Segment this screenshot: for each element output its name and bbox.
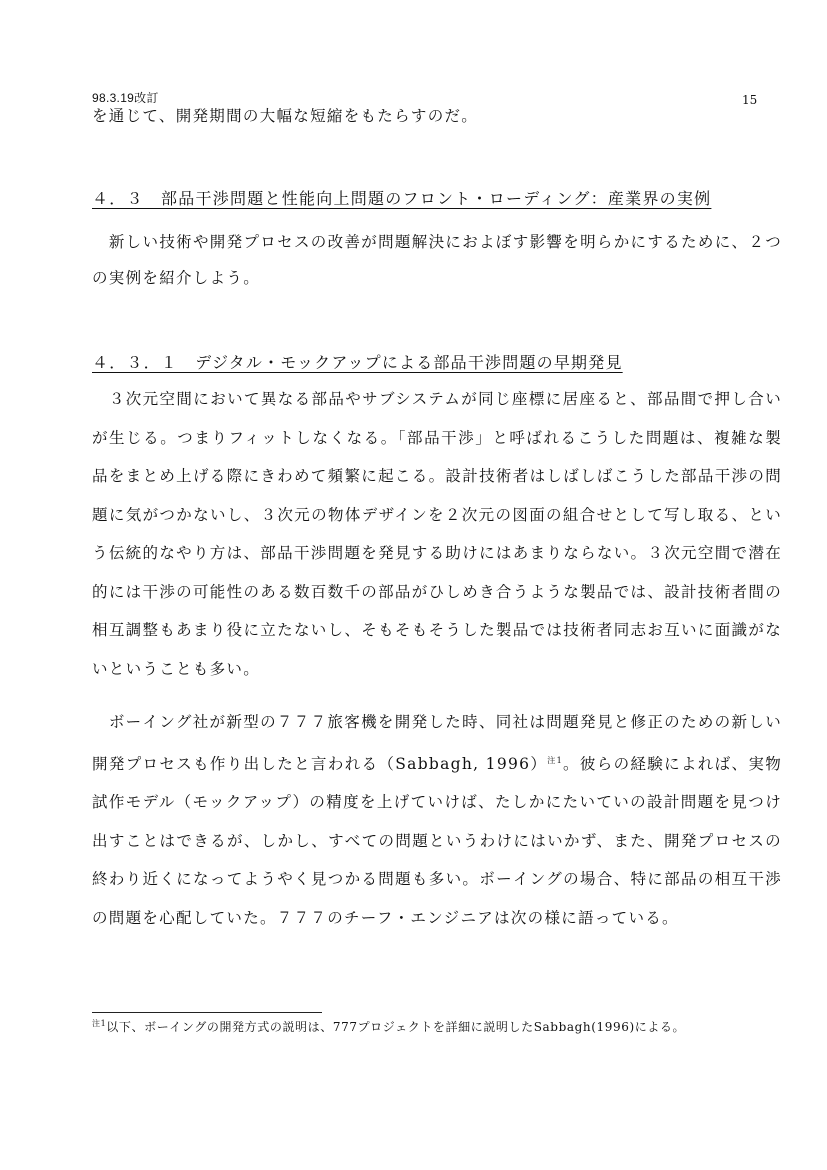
- paragraph-2-part-1: ボーイング社が新型の７７７旅客機を開発した時、同社は問題発見と修正のための新しい開発プロセスも作り出したと言われる（Sabbagh, 1996）: [92, 713, 782, 773]
- subsection-heading: ４．３．１ デジタル・モックアップによる部品干渉問題の早期発見: [92, 353, 623, 372]
- revision-date: 98.3.19改訂: [92, 91, 159, 105]
- footnote-reference[interactable]: 注1: [547, 755, 563, 765]
- body-paragraph-2-text: [92, 703, 782, 937]
- section-heading: ４．３ 部品干渉問題と性能向上問題のフロント・ローディング：産業界の実例: [92, 189, 712, 208]
- footnote-text: 以下、ボーイングの開発方式の説明は、777プロジェクトを詳細に説明したSabbagh(1996)による。: [106, 1020, 686, 1034]
- section-intro: [92, 224, 782, 296]
- section-intro-text: 新しい技術や開発プロセスの改善が問題解決におよぼす影響を明らかにするために、２つの実例を紹介しよう。: [92, 233, 782, 287]
- page-number: 15: [742, 93, 758, 107]
- footnote-divider: [92, 1012, 322, 1013]
- paragraph-2-part-2: 。彼らの経験によれば、実物試作モデル（モックアップ）の精度を上げていけば、たしかにたいていの設計問題を見つけ出すことはできるが、しかし、すべての問題というわけにはいかず、また、開発プロセスの終わり近くになってようやく見つかる問題も多い。ボーイングの場合、特に部品の相互干渉の問題を心配していた。７７７のチーフ・エンジニアは次の様に語っている。: [92, 754, 782, 927]
- body-paragraph-1-text: ３次元空間において異なる部品やサブシステムが同じ座標に居座ると、部品間で押し合いが生じる。つまりフィットしなくなる。「部品干渉」と呼ばれるこうした問題は、複雑な製品をまとめ上げる際にきわめて頻繁に起こる。設計技術者はしばしばこうした部品干渉の問題に気がつかないし、３次元の物体デザインを２次元の図面の組合せとして写し取る、という伝統的なやり方は、部品干渉問題を発見する助けにはあまりならない。３次元空間で潜在的には干渉の可能性のある数百数千の部品がひしめき合うような製品では、設計技術者間の相互調整もあまり役に立たないし、そもそもそうした製品では技術者同志お互いに面識がないということも多い。: [92, 390, 783, 678]
- continuation-line: を通じて、開発期間の大幅な短縮をもたらすのだ。: [92, 107, 479, 125]
- footnote: [92, 1018, 782, 1035]
- footnote-marker: 注1: [92, 1019, 107, 1028]
- body-paragraph-1: [92, 380, 782, 688]
- body-paragraph-2: [92, 703, 782, 937]
